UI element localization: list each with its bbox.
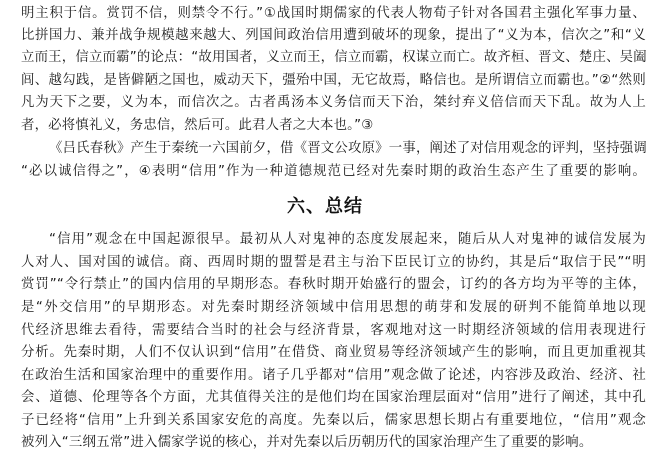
section-heading: 六、总结 bbox=[287, 196, 363, 217]
paragraph-line: 会、道德、伦理等各个方面，尤其值得关注的是他们均在国家治理层面对“信用”进行了阐述，其中孔 bbox=[21, 390, 646, 405]
paragraph-line: 在政治生活和国家治理中的重要作用。诸子几乎都对“信用”观念做了论述，内容涉及政治、经济、社 bbox=[21, 368, 646, 383]
paragraph-line: 分析。先秦时期，人们不仅认识到“信用”在借贷、商业贸易等经济领域产生的影响，而且更加重视其 bbox=[21, 345, 646, 360]
paragraph-line: 者，必将慎礼义，务忠信，然后可。此君人者之大本也。”③ bbox=[21, 118, 374, 133]
paragraph-line: 凡为天下之要，义为本，而信次之。古者禹汤本义务信而天下治，桀纣弃义倍信而天下乱。故为人上 bbox=[21, 95, 646, 110]
paragraph-line: “必以诚信得之”，④表明“信用”作为一种道德规范已经对先秦时期的政治生态产生了重要的影响。 bbox=[21, 164, 646, 179]
paragraph-line: 比拼国力、兼并战争规模越来越大、列国间政治信用遭到破坏的现象，提出了“义为本，信次之”和“义 bbox=[21, 28, 646, 43]
paragraph-line: 代经济思维去看待，需要结合当时的社会与经济背景，客观地对这一时期经济领域的信用表现进行 bbox=[21, 323, 646, 338]
paragraph-line: 《吕氏春秋》产生于秦统一六国前夕，借《晋文公攻原》一事，阐述了对信用观念的评判，坚持强调 bbox=[49, 141, 647, 156]
paragraph-line: 被列入“三纲五常”进入儒家学说的核心，并对先秦以后历朝历代的国家治理产生了重要的影响。 bbox=[21, 435, 593, 450]
paragraph-line: 赏罚”“令行禁止”的国内信用的早期形态。春秋时期开始盛行的盟会，订约的各方均为平等的主体， bbox=[21, 277, 646, 292]
paragraph-line: 是“外交信用”的早期形态。对先秦时期经济领域中信用思想的萌芽和发展的研判不能简单地以现 bbox=[21, 300, 646, 315]
paragraph-line: 明主积于信。赏罚不信，则禁令不行。”①战国时期儒家的代表人物荀子针对各国君主强化军事力量、 bbox=[21, 6, 646, 21]
paragraph-line: 子已经将“信用”上升到关系国家安危的高度。先秦以后，儒家思想长期占有重要地位，“信用”观念 bbox=[21, 413, 646, 428]
paragraph-line: 闾、越勾践，是皆僻陋之国也，威动天下，彊殆中国，无它故焉，略信也。是所谓信立而霸也。”②“然则 bbox=[21, 73, 646, 88]
paragraph-line: 立而王，信立而霸”的论点：“故用国者，义立而王，信立而霸，权谋立而亡。故齐桓、晋文、楚庄、吴阖 bbox=[21, 50, 647, 65]
paragraph-line: “信用”观念在中国起源很早。最初从人对鬼神的态度发展起来，随后从人对鬼神的诚信发展为 bbox=[49, 232, 646, 247]
paragraph-line: 人对人、国对国的诚信。商、西周时期的盟誓是君主与治下臣民订立的协约，其是后“取信于民”“明 bbox=[21, 255, 646, 270]
